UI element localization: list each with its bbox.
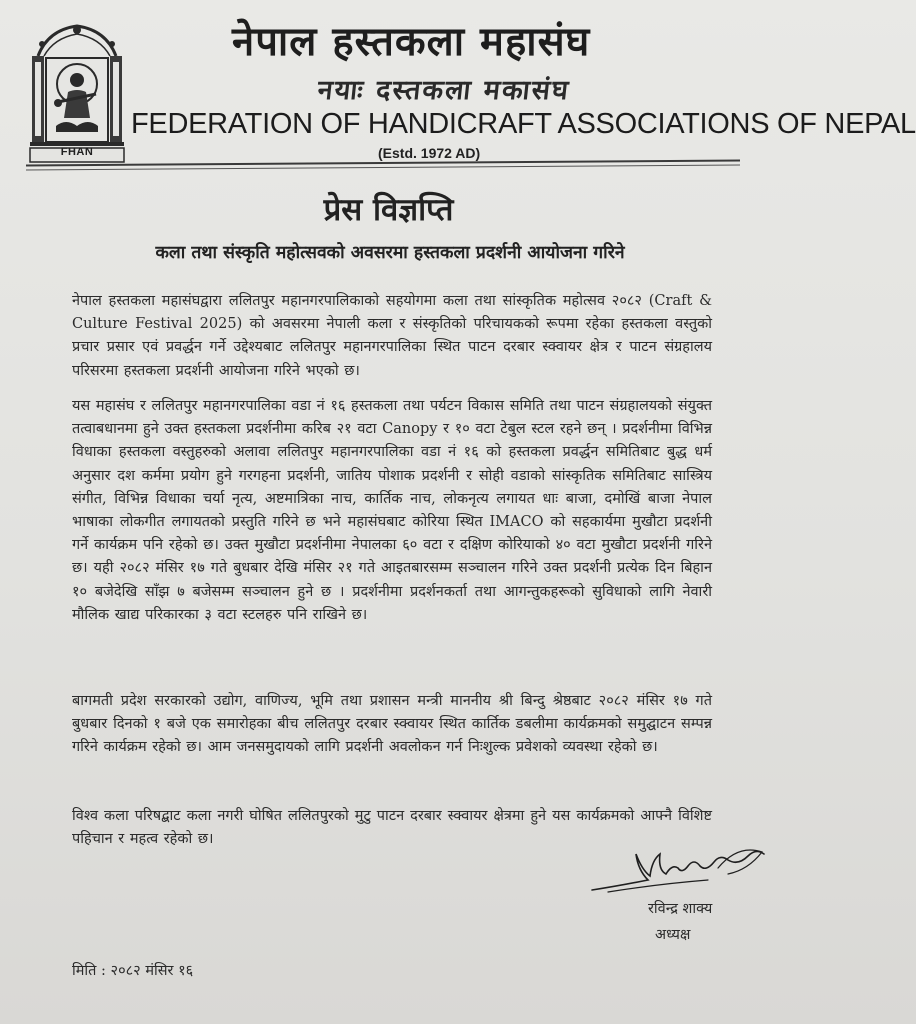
paragraph-details: यस महासंघ र ललितपुर महानगरपालिका वडा नं १६ हस्तकला तथा पर्यटन विकास समिति तथा पाटन संग्रहालयको संयुक्त तत्वाबधानमा हुने उक्त हस्तकला प्रदर्शनीमा करिब २१ वटा Canopy र १० वटा टेबुल स्टल रहने छन् । प्रदर्शनीमा विभिन्न विधाका हस्तकला वस्तुहरुको अलावा ललितपुर महानगरपालिका वडा नं १६ को हस्तकला प्रवर्द्धन समितिबाट बुद्ध धर्म अनुसार दश कर्ममा प्रयोग हुने गरगहना प्रदर्शनी, जातिय पोशाक प्रदर्शनी र सोही वडाको सांस्कृतिक समितिबाट सास्त्रिय संगीत, विभिन्न विधाका चर्या नृत्य, अष्टमात्रिका नाच, कार्तिक नाच, लोकनृत्य लगायत धाः बाजा, दमोखिं बाजा नेपाल भाषाका लोकगीत लगायतको प्रस्तुति गरिने छ भने महासंघबाट कोरिया स्थित IMACO को सहकार्यमा मुखौटा प्रदर्शनी गर्ने कार्यक्रम पनि रहेको छ। उक्त मुखौटा प्रदर्शनीमा नेपालका ६० वटा र दक्षिण कोरियाको ४० वटा मुखौटा प्रदर्शनी गरिने छ। यही २०८२ मंसिर १७ गते बुधबार देखि मंसिर २१ गते आइतबारसम्म सञ्चालन गरिने उक्त प्रदर्शनी प्रत्येक दिन बिहान १० बजेदेखि साँझ ७ बजेसम्म सञ्चालन हुने छ । प्रदर्शनीमा प्रदर्शनकर्ता तथा आगन्तुकहरूको सुविधाको लागि नेवारी मौलिक खाद्य परिकारका ३ वटा स्टलहरु पनि राखिने छ। — [72, 398, 712, 623]
fhan-logo — [28, 22, 126, 162]
paragraph-inauguration: बागमती प्रदेश सरकारको उद्योग, वाणिज्य, भूमि तथा प्रशासन मन्त्री माननीय श्री बिन्दु श्रेष्ठबाट २०८२ मंसिर १७ गते बुधबार दिनको १ बजे एक समारोहका बीच ललितपुर दरबार स्क्वायर स्थित कार्तिक डबलीमा कार्यक्रमको समुद्घाटन सम्पन्न गरिने कार्यक्रम रहेको छ। आम जनसमुदायको लागि प्रदर्शनी अवलोकन गर्न निःशुल्क प्रवेशको व्यवस्था रहेको छ। — [72, 693, 712, 756]
paragraph-intro: नेपाल हस्तकला महासंघद्वारा ललितपुर महानगरपालिकाको सहयोगमा कला तथा सांस्कृतिक महोत्सव २०८२ (Craft & Culture Festival 2025) को अवसरमा नेपाली कला र संस्कृतिको परिचायकको रूपमा रहेका हस्तकला वस्तुको प्रचार प्रसार एवं प्रवर्द्धन गर्ने उद्देश्यबाट ललितपुर महानगरपालिका स्थित पाटन दरबार स्क्वायर क्षेत्र र पाटन संग्रहालय परिसरमा हस्तकला प्रदर्शनी आयोजना गरिने भएको छ। — [72, 293, 712, 379]
signer-name: रविन्द्र शाक्य — [648, 901, 713, 917]
org-name-nepali: नेपाल हस्तकला महासंघ — [232, 18, 591, 65]
handwritten-signature — [588, 840, 768, 898]
paragraph-significance: विश्व कला परिषद्बाट कला नगरी घोषित ललितपुरको मुटु पाटन दरबार स्क्वायर क्षेत्रमा हुने यस कार्यक्रमको आफ्नै विशिष्ट पहिचान र महत्व रहेको छ। — [72, 808, 712, 848]
document-subject: कला तथा संस्कृति महोत्सवको अवसरमा हस्तकला प्रदर्शनी आयोजना गरिने — [155, 243, 625, 263]
goddess-emblem-icon — [28, 22, 126, 162]
document-title: प्रेस विज्ञप्ति — [323, 192, 454, 228]
org-name-english: FEDERATION OF HANDICRAFT ASSOCIATIONS OF NEPAL — [131, 108, 916, 140]
org-name-newari: नयाः दस्तकला मकासंघ — [316, 75, 572, 106]
org-established: (Estd. 1972 AD) — [378, 145, 481, 161]
document-date: मिति : २०८२ मंसिर १६ — [72, 963, 194, 979]
signer-title: अध्यक्ष — [655, 927, 691, 943]
logo-label: FHAN — [60, 146, 94, 158]
